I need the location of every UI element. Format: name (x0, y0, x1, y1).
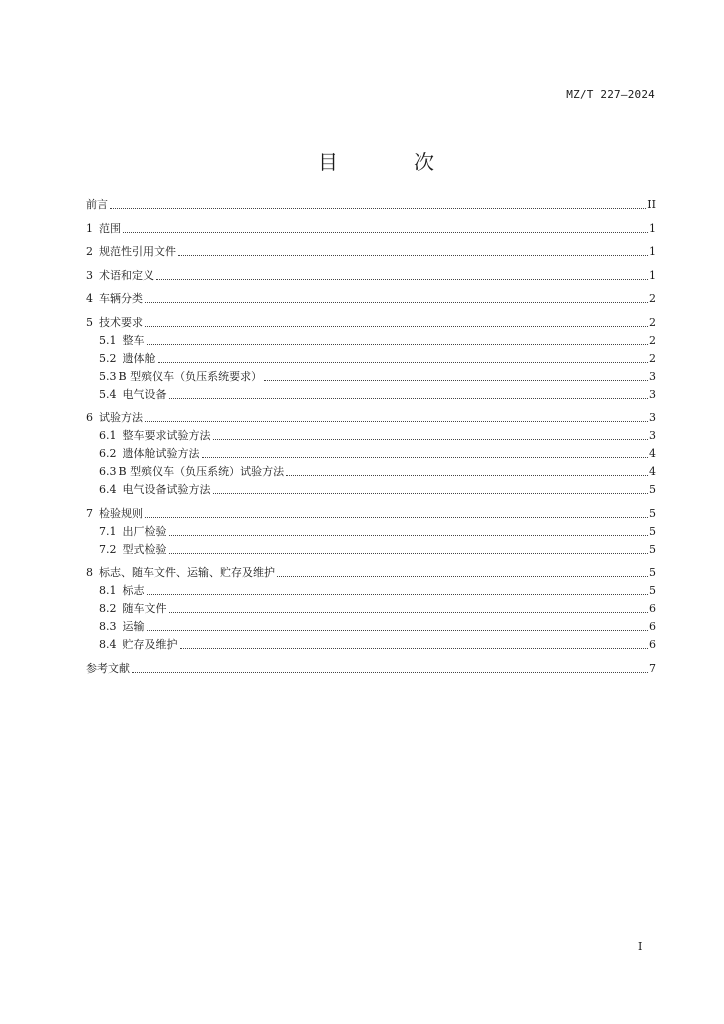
toc-entry-label: 贮存及维护 (122, 638, 178, 651)
toc-entry-page: 1 (649, 268, 656, 282)
toc-entry-8[interactable] (86, 566, 656, 580)
toc-leader-dots (147, 344, 649, 345)
toc-entry-page: 5 (649, 542, 656, 556)
toc-entry-8-1[interactable] (86, 584, 656, 598)
toc-leader-dots (264, 380, 648, 381)
toc-entry-7[interactable] (86, 507, 656, 521)
toc-entry-number: 5.3 (99, 369, 117, 383)
toc-entry-5[interactable] (86, 316, 656, 330)
toc-entry-7-2[interactable] (86, 543, 656, 557)
toc-entry-number: 8.2 (99, 602, 117, 615)
toc-entry-label: 出厂检验 (122, 524, 167, 538)
toc-entry-number: 8.4 (99, 638, 117, 651)
toc-entry-number: 5.2 (99, 351, 117, 365)
toc-entry-5-2[interactable] (86, 352, 656, 366)
toc-leader-dots (213, 439, 649, 440)
toc-leader-dots (145, 421, 648, 422)
toc-entry-label: 整车要求试验方法 (122, 429, 211, 442)
toc-entry-5-1[interactable] (86, 334, 656, 348)
toc-entry-page: 3 (649, 411, 656, 424)
toc-leader-dots (178, 255, 648, 256)
toc-entry-label: 型式检验 (122, 542, 167, 556)
toc-entry-label: 车辆分类 (99, 292, 143, 305)
toc-entry-number: 8.3 (99, 620, 117, 633)
toc-entry-5-4[interactable] (86, 388, 656, 402)
toc-leader-dots (169, 553, 649, 554)
toc-entry-page: 5 (649, 524, 656, 538)
toc-entry-number: 6 (86, 411, 93, 424)
toc-entry-label: 电气设备试验方法 (122, 483, 211, 496)
toc-leader-dots (110, 208, 646, 209)
toc-leader-dots (145, 302, 648, 303)
toc-leader-dots (147, 594, 649, 595)
toc-entry-label: 电气设备 (122, 387, 167, 401)
toc-entry-2[interactable] (86, 245, 656, 259)
toc-entry-label: 标志、随车文件、运输、贮存及维护 (99, 566, 275, 579)
toc-entry-page: 5 (649, 566, 656, 579)
toc-entry-page: 1 (649, 245, 656, 258)
toc-entry-label: 参考文献 (86, 661, 130, 675)
toc-entry-foreword[interactable] (86, 198, 656, 212)
document-code: MZ/T 227—2024 (566, 88, 655, 101)
toc-entry-number: 7 (86, 506, 93, 520)
toc-entry-page: 2 (649, 292, 656, 305)
toc-entry-page: 2 (649, 333, 656, 347)
toc-entry-number: 6.4 (99, 483, 117, 496)
toc-leader-dots (169, 398, 649, 399)
toc-entry-number: 5.4 (99, 387, 117, 401)
toc-entry-page: 1 (649, 221, 656, 235)
toc-entry-page: 3 (649, 369, 656, 383)
toc-entry-number: 5 (86, 315, 93, 329)
toc-leader-dots (169, 612, 649, 613)
toc-leader-dots (145, 326, 648, 327)
toc-entry-label: 技术要求 (99, 315, 143, 329)
toc-entry-number: 6.3 (99, 465, 117, 478)
toc-entry-label: 前言 (86, 198, 108, 211)
toc-entry-6-3[interactable] (86, 465, 656, 479)
toc-entry-number: 6.2 (99, 447, 117, 460)
toc-entry-number: 3 (86, 268, 93, 282)
toc-leader-dots (123, 232, 648, 233)
toc-entry-page: II (647, 198, 656, 211)
toc-entry-page: 3 (649, 387, 656, 401)
toc-leader-dots (180, 648, 649, 649)
toc-entry-number: 8 (86, 566, 93, 579)
toc-entry-page: 2 (649, 351, 656, 365)
toc-entry-number: 7.1 (99, 524, 117, 538)
toc-entry-5-3[interactable] (86, 370, 656, 384)
toc-entry-1[interactable] (86, 222, 656, 236)
toc-entry-8-2[interactable] (86, 602, 656, 616)
toc-leader-dots (145, 517, 648, 518)
toc-entry-8-4[interactable] (86, 638, 656, 652)
toc-entry-page: 3 (649, 429, 656, 442)
toc-entry-6[interactable] (86, 411, 656, 425)
toc-entry-label: 随车文件 (122, 602, 167, 615)
toc-entry-number: 6.1 (99, 429, 117, 442)
toc-entry-page: 2 (649, 315, 656, 329)
page-number: I (638, 940, 643, 953)
toc-entry-number: 5.1 (99, 333, 117, 347)
toc-entry-8-3[interactable] (86, 620, 656, 634)
toc-entry-number: 8.1 (99, 584, 117, 597)
toc-entry-page: 5 (649, 483, 656, 496)
toc-leader-dots (132, 672, 648, 673)
toc-leader-dots (277, 576, 648, 577)
toc-entry-6-2[interactable] (86, 447, 656, 461)
toc-leader-dots (169, 535, 649, 536)
toc-entry-number: 2 (86, 245, 93, 258)
toc-entry-page: 6 (649, 638, 656, 651)
toc-leader-dots (286, 475, 648, 476)
toc-entry-label: 整车 (122, 333, 145, 347)
table-of-contents (86, 198, 656, 676)
toc-entry-label: 遗体舱 (122, 351, 156, 365)
toc-leader-dots (202, 457, 649, 458)
toc-leader-dots (147, 630, 649, 631)
toc-entry-page: 5 (649, 584, 656, 597)
toc-entry-page: 6 (649, 602, 656, 615)
toc-entry-page: 6 (649, 620, 656, 633)
toc-leader-dots (156, 279, 648, 280)
toc-entry-number: 7.2 (99, 542, 117, 556)
toc-entry-page: 4 (649, 465, 656, 478)
toc-entry-label: B 型殡仪车（负压系统要求） (118, 369, 263, 383)
toc-leader-dots (213, 493, 649, 494)
toc-entry-label: 范围 (99, 221, 121, 235)
toc-entry-label: 标志 (122, 584, 145, 597)
toc-entry-label: 试验方法 (99, 411, 143, 424)
toc-entry-label: 术语和定义 (99, 268, 154, 282)
toc-entry-6-4[interactable] (86, 483, 656, 497)
page-title: 目 次 (318, 150, 462, 174)
toc-entry-label: 运输 (122, 620, 145, 633)
toc-entry-page: 4 (649, 447, 656, 460)
toc-entry-page: 5 (649, 506, 656, 520)
toc-entry-label: 遗体舱试验方法 (122, 447, 200, 460)
toc-entry-bibliography[interactable] (86, 662, 656, 676)
toc-entry-page: 7 (649, 661, 656, 675)
toc-entry-6-1[interactable] (86, 429, 656, 443)
toc-entry-number: 1 (86, 221, 93, 235)
toc-entry-4[interactable] (86, 292, 656, 306)
toc-entry-label: 规范性引用文件 (99, 245, 176, 258)
toc-entry-label: B 型殡仪车（负压系统）试验方法 (118, 465, 285, 478)
toc-entry-number: 4 (86, 292, 93, 305)
toc-entry-3[interactable] (86, 269, 656, 283)
toc-leader-dots (158, 362, 649, 363)
toc-entry-label: 检验规则 (99, 506, 143, 520)
toc-entry-7-1[interactable] (86, 525, 656, 539)
